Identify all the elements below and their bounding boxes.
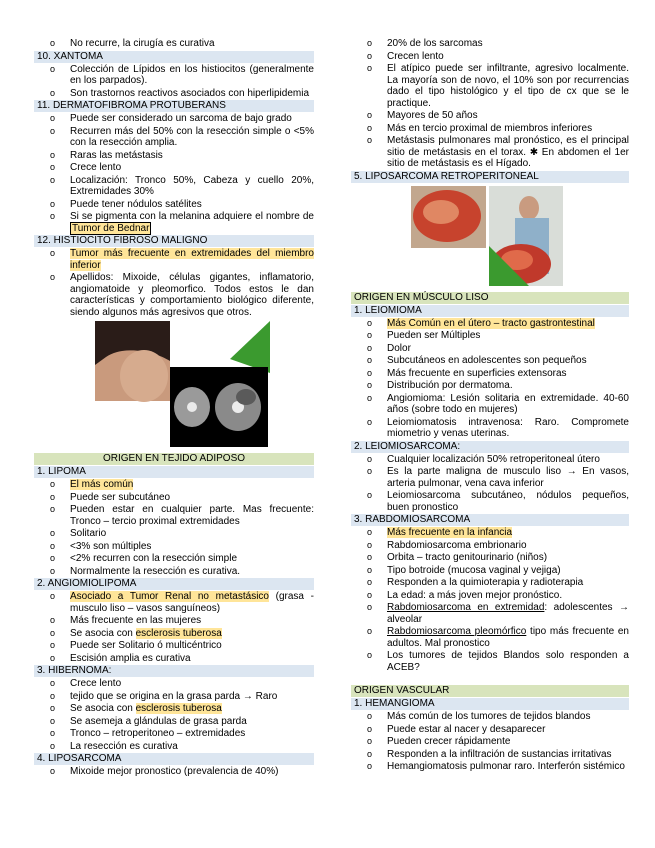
list-item: o Más común de los tumores de tejidos blandos — [351, 711, 629, 723]
list-item: o Pueden crecer rápidamente — [351, 736, 629, 748]
list-item: o Más frecuente en las mujeres — [34, 615, 314, 627]
list-item: o La edad: a más joven mejor pronóstico. — [351, 590, 629, 602]
highlighted-text: Tumor más frecuente en extremidades del miembro inferior — [70, 248, 314, 271]
highlighted-text: Asociado a Tumor Renal no metastásico — [70, 591, 269, 602]
highlighted-text: Más Común en el útero – tracto gastrontestinal — [387, 317, 595, 329]
left-column — [34, 38, 314, 779]
photo-tumor-highlight — [423, 200, 459, 224]
section-heading-angiomiolipoma: 2. ANGIOMIOLIPOMA — [34, 578, 314, 590]
highlighted-text: esclerosis tuberosa — [135, 627, 222, 639]
item-text: : adolescentes → alveolar — [387, 602, 629, 625]
list-item: o Puede ser subcutáneo — [34, 492, 314, 504]
list-item: o Se asemeja a glándulas de grasa parda — [34, 716, 314, 728]
photo-surgeon-head — [519, 196, 539, 220]
list-item: o Puede estar al nacer y desaparecer — [351, 724, 629, 736]
list-item: o Más frecuente en superficies extensoras — [351, 368, 629, 380]
item-text: tipo más frecuente en adultos. Mal pronostico — [387, 626, 629, 649]
list-item: o Tipo botroide (mucosa vaginal y vejiga) — [351, 565, 629, 577]
list-item: o Dolor — [351, 343, 629, 355]
list-item: o Rabdomiosarcoma embrionario — [351, 540, 629, 552]
list-item: o Solitario — [34, 528, 314, 540]
list-item: o Leiomiomatosis intravenosa: Raro. Compromete miometrio y venas uterinas. — [351, 417, 629, 440]
list-item: o Cualquier localización 50% retroperitoneal útero — [351, 454, 629, 466]
highlighted-text: esclerosis tuberosa — [135, 703, 222, 714]
list-item: o Apellidos: Mixoide, células gigantes, inflamatorio, angiomatoide y pleomorfico. Todos estos le dan características y comportamiento biológico diferente, siendo algunos más agresivos que otros. — [34, 272, 314, 318]
list-item: o El atípico puede ser infiltrante, agresivo localmente. La mayoría son de novo, el 10% son por recurrencias dado el tipo histológico y el tipo de cx que se le practique. — [351, 63, 629, 109]
leg-tumor-image — [34, 321, 314, 447]
list-item: o Raras las metástasis — [34, 150, 314, 162]
list-item — [34, 211, 314, 234]
section-heading-leiomiosarcoma: 2. LEIOMIOSARCOMA: — [351, 441, 629, 453]
figure-surgery — [351, 186, 629, 286]
list-item: o Escisión amplia es curativa — [34, 653, 314, 665]
section-heading-lipoma: 1. LIPOMA — [34, 466, 314, 478]
list-item: o <3% son múltiples — [34, 541, 314, 553]
item-text: Se asocia con — [70, 703, 136, 714]
list-item: o <2% recurren con la resección simple — [34, 553, 314, 565]
list-item: o Subcutáneos en adolescentes son pequeños — [351, 355, 629, 367]
list-item — [34, 248, 314, 271]
list-item: o Metástasis pulmonares mal pronóstico, es el principal sitio de metástasis en el torax. ✱ En abdomen el 1er sitio de metástasis es el Hígado. — [351, 135, 629, 170]
list-item — [34, 591, 314, 614]
list-item: o Distribución por dermatoma. — [351, 380, 629, 392]
list-item — [34, 479, 314, 491]
list-item: o Puede ser considerado un sarcoma de bajo grado — [34, 113, 314, 125]
list-item: o Responden a la infiltración de sustancias irritativas — [351, 749, 629, 761]
section-heading-leiomioma: 1. LEIOMIOMA — [351, 305, 629, 317]
list-item: o Hemangiomatosis pulmonar raro. Interferón sistémico — [351, 761, 629, 773]
underlined-text: Rabdomiosarcoma pleomórfico — [387, 626, 527, 637]
section-title-adiposo: ORIGEN EN TEJIDO ADIPOSO — [34, 453, 314, 465]
photo-leg-mass — [120, 350, 168, 402]
list-item: o Leiomiosarcoma subcutáneo, nódulos pequeños, buen pronostico — [351, 490, 629, 513]
section-heading-hibernoma: 3. HIBERNOMA: — [34, 665, 314, 677]
list-item: o Crece lento — [34, 162, 314, 174]
section-title-musculo-liso: ORIGEN EN MÚSCULO LISO — [351, 292, 629, 304]
section-heading-hemangioma: 1. HEMANGIOMA — [351, 698, 629, 710]
ct-mass — [236, 389, 256, 405]
list-item: o Pueden estar en cualquier parte. Mas frecuente: Tronco – tercio proximal extremidades — [34, 504, 314, 527]
list-item: o Es la parte maligna de musculo liso → En vasos, arteria pulmonar, vena cava inferior — [351, 466, 629, 489]
section-heading-dermatofibroma: 11. DERMATOFIBROMA PROTUBERANS — [34, 100, 314, 112]
list-item — [351, 626, 629, 649]
list-item: o Recurren más del 50% con la resección simple o <5% con la resección amplia. — [34, 126, 314, 149]
list-item: o Normalmente la resección es curativa. — [34, 566, 314, 578]
list-item: o Localización: Tronco 50%, Cabeza y cuello 20%, Extremidades 30% — [34, 175, 314, 198]
list-item: o Pueden ser Múltiples — [351, 330, 629, 342]
item-text: Se asocia con — [70, 627, 136, 639]
list-item: o Mixoide mejor pronostico (prevalencia de 40%) — [34, 766, 314, 778]
figure-leg-tumor — [34, 321, 314, 447]
section-heading-liposarcoma-retroperitoneal: 5. LIPOSARCOMA RETROPERITONEAL — [351, 171, 629, 183]
list-item: o Puede tener nódulos satélites — [34, 199, 314, 211]
list-item: o Los tumores de tejidos Blandos solo responden a ACEB? — [351, 650, 629, 673]
surgery-image — [351, 186, 629, 286]
list-item: o Orbita – tracto genitourinario (niños) — [351, 552, 629, 564]
section-heading-xantoma: 10. XANTOMA — [34, 51, 314, 63]
list-item: o Son trastornos reactivos asociados con hiperlipidemia — [34, 88, 314, 100]
list-item: o Angiomioma: Lesión solitaria en extremidade. 40-60 años (sobre todo en mujeres) — [351, 393, 629, 416]
list-item — [351, 318, 629, 330]
list-item: o No recurre, la cirugía es curativa — [34, 38, 314, 50]
list-item: o Crecen lento — [351, 51, 629, 63]
list-item — [34, 628, 314, 640]
list-item: o La resección es curativa — [34, 741, 314, 753]
ct-bone-left — [187, 402, 197, 412]
right-column — [351, 38, 629, 774]
list-item: o Más en tercio proximal de miembros inferiores — [351, 123, 629, 135]
highlighted-text: El más común — [70, 479, 134, 490]
underlined-text: Rabdomiosarcoma en extremidad — [387, 602, 545, 613]
list-item: o Crece lento — [34, 678, 314, 690]
item-text: Si se pigmenta con la melanina adquiere el nombre de — [70, 211, 314, 222]
section-title-vascular: ORIGEN VASCULAR — [351, 685, 629, 697]
list-item: o Tronco – retroperitoneo – extremidades — [34, 728, 314, 740]
highlighted-text: Más frecuente en la infancia — [387, 527, 513, 538]
list-item: o 20% de los sarcomas — [351, 38, 629, 50]
section-heading-rabdomiosarcoma: 3. RABDOMIOSARCOMA — [351, 514, 629, 526]
section-heading-histiocito: 12. HISTIOCITO FIBROSO MALIGNO — [34, 235, 314, 247]
list-item — [34, 703, 314, 715]
list-item — [351, 527, 629, 539]
boxed-term: Tumor de Bednar — [72, 222, 150, 234]
list-item: o Responden a la quimioterapia y radioterapia — [351, 577, 629, 589]
list-item: o Puede ser Solitario ó multicéntrico — [34, 640, 314, 652]
list-item: o Colección de Lípidos en los histiocitos (generalmente en los parpados). — [34, 64, 314, 87]
item-text: (grasa - musculo liso – vasos sanguíneos) — [70, 591, 314, 614]
list-item: o tejido que se origina en la grasa parda → Raro — [34, 691, 314, 703]
list-item — [351, 602, 629, 625]
section-heading-liposarcoma: 4. LIPOSARCOMA — [34, 753, 314, 765]
list-item: o Mayores de 50 años — [351, 110, 629, 122]
